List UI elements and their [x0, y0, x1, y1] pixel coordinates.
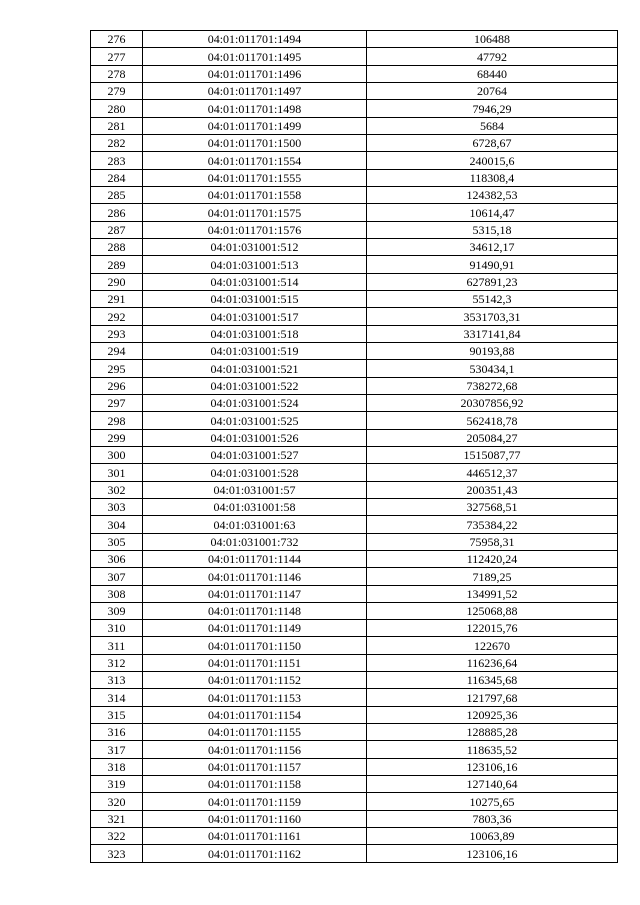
row-number-cell: 286: [91, 204, 143, 221]
table-row: [91, 446, 618, 463]
cadastral-number-cell: 04:01:011701:1495: [143, 48, 367, 65]
table-row: [91, 793, 618, 810]
table-row: [91, 48, 618, 65]
cadastral-number-cell: 04:01:031001:518: [143, 325, 367, 342]
value-cell: 738272,68: [367, 377, 618, 394]
value-cell: 121797,68: [367, 689, 618, 706]
row-number-cell: 317: [91, 741, 143, 758]
row-number-cell: 322: [91, 828, 143, 845]
row-number-cell: 294: [91, 342, 143, 359]
row-number-cell: 278: [91, 65, 143, 82]
value-cell: 118635,52: [367, 741, 618, 758]
value-cell: 106488: [367, 31, 618, 48]
cadastral-number-cell: 04:01:011701:1555: [143, 169, 367, 186]
row-number-cell: 321: [91, 810, 143, 827]
table-row: [91, 845, 618, 862]
cadastral-number-cell: 04:01:011701:1499: [143, 117, 367, 134]
cadastral-number-cell: 04:01:011701:1554: [143, 152, 367, 169]
table-row: [91, 31, 618, 48]
cadastral-number-cell: 04:01:011701:1150: [143, 637, 367, 654]
row-number-cell: 306: [91, 550, 143, 567]
row-number-cell: 277: [91, 48, 143, 65]
row-number-cell: 290: [91, 273, 143, 290]
value-cell: 10275,65: [367, 793, 618, 810]
value-cell: 34612,17: [367, 238, 618, 255]
cadastral-number-cell: 04:01:011701:1159: [143, 793, 367, 810]
value-cell: 134991,52: [367, 585, 618, 602]
row-number-cell: 307: [91, 568, 143, 585]
value-cell: 530434,1: [367, 360, 618, 377]
table-row: [91, 776, 618, 793]
table-row: [91, 412, 618, 429]
row-number-cell: 276: [91, 31, 143, 48]
cadastral-number-cell: 04:01:031001:521: [143, 360, 367, 377]
table-row: [91, 100, 618, 117]
table-row: [91, 273, 618, 290]
table-row: [91, 828, 618, 845]
value-cell: 6728,67: [367, 134, 618, 151]
table-row: [91, 568, 618, 585]
cadastral-number-cell: 04:01:011701:1152: [143, 672, 367, 689]
row-number-cell: 281: [91, 117, 143, 134]
row-number-cell: 320: [91, 793, 143, 810]
value-cell: 127140,64: [367, 776, 618, 793]
value-cell: 75958,31: [367, 533, 618, 550]
table-row: [91, 689, 618, 706]
cadastral-number-cell: 04:01:011701:1158: [143, 776, 367, 793]
row-number-cell: 308: [91, 585, 143, 602]
cadastral-number-cell: 04:01:031001:513: [143, 256, 367, 273]
table-row: [91, 342, 618, 359]
table-row: [91, 377, 618, 394]
row-number-cell: 302: [91, 481, 143, 498]
table-row: [91, 429, 618, 446]
value-cell: 7946,29: [367, 100, 618, 117]
table-row: [91, 620, 618, 637]
table-row: [91, 672, 618, 689]
table-row: [91, 654, 618, 671]
cadastral-number-cell: 04:01:031001:528: [143, 464, 367, 481]
table-row: [91, 360, 618, 377]
table-row: [91, 152, 618, 169]
table-row: [91, 204, 618, 221]
row-number-cell: 292: [91, 308, 143, 325]
table-row: [91, 394, 618, 411]
value-cell: 240015,6: [367, 152, 618, 169]
value-cell: 205084,27: [367, 429, 618, 446]
row-number-cell: 311: [91, 637, 143, 654]
table-row: [91, 169, 618, 186]
row-number-cell: 291: [91, 290, 143, 307]
cadastral-number-cell: 04:01:011701:1151: [143, 654, 367, 671]
row-number-cell: 289: [91, 256, 143, 273]
value-cell: 128885,28: [367, 724, 618, 741]
cadastral-number-cell: 04:01:011701:1161: [143, 828, 367, 845]
cadastral-number-cell: 04:01:011701:1575: [143, 204, 367, 221]
row-number-cell: 299: [91, 429, 143, 446]
table-row: [91, 724, 618, 741]
value-cell: 47792: [367, 48, 618, 65]
row-number-cell: 319: [91, 776, 143, 793]
row-number-cell: 287: [91, 221, 143, 238]
row-number-cell: 295: [91, 360, 143, 377]
table-row: [91, 741, 618, 758]
table-row: [91, 325, 618, 342]
table-row: [91, 550, 618, 567]
value-cell: 562418,78: [367, 412, 618, 429]
cadastral-number-cell: 04:01:011701:1149: [143, 620, 367, 637]
cadastral-number-cell: 04:01:011701:1162: [143, 845, 367, 862]
value-cell: 120925,36: [367, 706, 618, 723]
value-cell: 7803,36: [367, 810, 618, 827]
value-cell: 125068,88: [367, 602, 618, 619]
cadastral-number-cell: 04:01:011701:1154: [143, 706, 367, 723]
value-cell: 116345,68: [367, 672, 618, 689]
cadastral-value-table: [90, 30, 618, 863]
value-cell: 116236,64: [367, 654, 618, 671]
table-row: [91, 533, 618, 550]
table-row: [91, 602, 618, 619]
value-cell: 91490,91: [367, 256, 618, 273]
cadastral-number-cell: 04:01:011701:1146: [143, 568, 367, 585]
value-cell: 327568,51: [367, 498, 618, 515]
table-row: [91, 706, 618, 723]
cadastral-number-cell: 04:01:011701:1153: [143, 689, 367, 706]
value-cell: 627891,23: [367, 273, 618, 290]
row-number-cell: 323: [91, 845, 143, 862]
cadastral-number-cell: 04:01:011701:1160: [143, 810, 367, 827]
value-cell: 20307856,92: [367, 394, 618, 411]
row-number-cell: 314: [91, 689, 143, 706]
value-cell: 122670: [367, 637, 618, 654]
value-cell: 123106,16: [367, 845, 618, 862]
value-cell: 5684: [367, 117, 618, 134]
table-row: [91, 117, 618, 134]
table-row: [91, 221, 618, 238]
cadastral-number-cell: 04:01:011701:1496: [143, 65, 367, 82]
row-number-cell: 316: [91, 724, 143, 741]
value-cell: 118308,4: [367, 169, 618, 186]
cadastral-number-cell: 04:01:011701:1494: [143, 31, 367, 48]
table-row: [91, 637, 618, 654]
table-row: [91, 481, 618, 498]
cadastral-number-cell: 04:01:011701:1576: [143, 221, 367, 238]
row-number-cell: 303: [91, 498, 143, 515]
value-cell: 123106,16: [367, 758, 618, 775]
cadastral-number-cell: 04:01:011701:1558: [143, 186, 367, 203]
row-number-cell: 304: [91, 516, 143, 533]
cadastral-number-cell: 04:01:031001:515: [143, 290, 367, 307]
row-number-cell: 305: [91, 533, 143, 550]
cadastral-number-cell: 04:01:011701:1147: [143, 585, 367, 602]
row-number-cell: 296: [91, 377, 143, 394]
row-number-cell: 300: [91, 446, 143, 463]
value-cell: 7189,25: [367, 568, 618, 585]
value-cell: 112420,24: [367, 550, 618, 567]
row-number-cell: 312: [91, 654, 143, 671]
cadastral-number-cell: 04:01:031001:514: [143, 273, 367, 290]
cadastral-number-cell: 04:01:031001:732: [143, 533, 367, 550]
table-row: [91, 238, 618, 255]
row-number-cell: 318: [91, 758, 143, 775]
table-row: [91, 256, 618, 273]
value-cell: 3317141,84: [367, 325, 618, 342]
cadastral-number-cell: 04:01:011701:1498: [143, 100, 367, 117]
row-number-cell: 301: [91, 464, 143, 481]
value-cell: 124382,53: [367, 186, 618, 203]
cadastral-number-cell: 04:01:031001:527: [143, 446, 367, 463]
row-number-cell: 309: [91, 602, 143, 619]
cadastral-number-cell: 04:01:011701:1156: [143, 741, 367, 758]
cadastral-number-cell: 04:01:011701:1155: [143, 724, 367, 741]
row-number-cell: 310: [91, 620, 143, 637]
row-number-cell: 293: [91, 325, 143, 342]
value-cell: 68440: [367, 65, 618, 82]
table-row: [91, 82, 618, 99]
row-number-cell: 285: [91, 186, 143, 203]
table-row: [91, 498, 618, 515]
value-cell: 55142,3: [367, 290, 618, 307]
table-row: [91, 186, 618, 203]
cadastral-number-cell: 04:01:031001:522: [143, 377, 367, 394]
cadastral-number-cell: 04:01:031001:524: [143, 394, 367, 411]
cadastral-number-cell: 04:01:011701:1144: [143, 550, 367, 567]
table-row: [91, 464, 618, 481]
cadastral-number-cell: 04:01:011701:1157: [143, 758, 367, 775]
table-row: [91, 810, 618, 827]
value-cell: 200351,43: [367, 481, 618, 498]
table-row: [91, 758, 618, 775]
cadastral-number-cell: 04:01:031001:519: [143, 342, 367, 359]
row-number-cell: 279: [91, 82, 143, 99]
value-cell: 122015,76: [367, 620, 618, 637]
table-row: [91, 65, 618, 82]
table-row: [91, 516, 618, 533]
row-number-cell: 280: [91, 100, 143, 117]
cadastral-number-cell: 04:01:031001:512: [143, 238, 367, 255]
row-number-cell: 282: [91, 134, 143, 151]
table-body: [91, 31, 618, 863]
row-number-cell: 288: [91, 238, 143, 255]
row-number-cell: 313: [91, 672, 143, 689]
cadastral-number-cell: 04:01:031001:57: [143, 481, 367, 498]
table-row: [91, 290, 618, 307]
cadastral-number-cell: 04:01:031001:63: [143, 516, 367, 533]
cadastral-number-cell: 04:01:011701:1500: [143, 134, 367, 151]
table-row: [91, 308, 618, 325]
table-row: [91, 585, 618, 602]
cadastral-number-cell: 04:01:031001:525: [143, 412, 367, 429]
cadastral-number-cell: 04:01:011701:1148: [143, 602, 367, 619]
row-number-cell: 298: [91, 412, 143, 429]
value-cell: 3531703,31: [367, 308, 618, 325]
value-cell: 10063,89: [367, 828, 618, 845]
cadastral-number-cell: 04:01:031001:58: [143, 498, 367, 515]
value-cell: 90193,88: [367, 342, 618, 359]
row-number-cell: 284: [91, 169, 143, 186]
value-cell: 1515087,77: [367, 446, 618, 463]
cadastral-number-cell: 04:01:031001:526: [143, 429, 367, 446]
value-cell: 735384,22: [367, 516, 618, 533]
value-cell: 5315,18: [367, 221, 618, 238]
cadastral-number-cell: 04:01:031001:517: [143, 308, 367, 325]
value-cell: 446512,37: [367, 464, 618, 481]
value-cell: 20764: [367, 82, 618, 99]
row-number-cell: 297: [91, 394, 143, 411]
cadastral-number-cell: 04:01:011701:1497: [143, 82, 367, 99]
row-number-cell: 315: [91, 706, 143, 723]
table-row: [91, 134, 618, 151]
row-number-cell: 283: [91, 152, 143, 169]
value-cell: 10614,47: [367, 204, 618, 221]
